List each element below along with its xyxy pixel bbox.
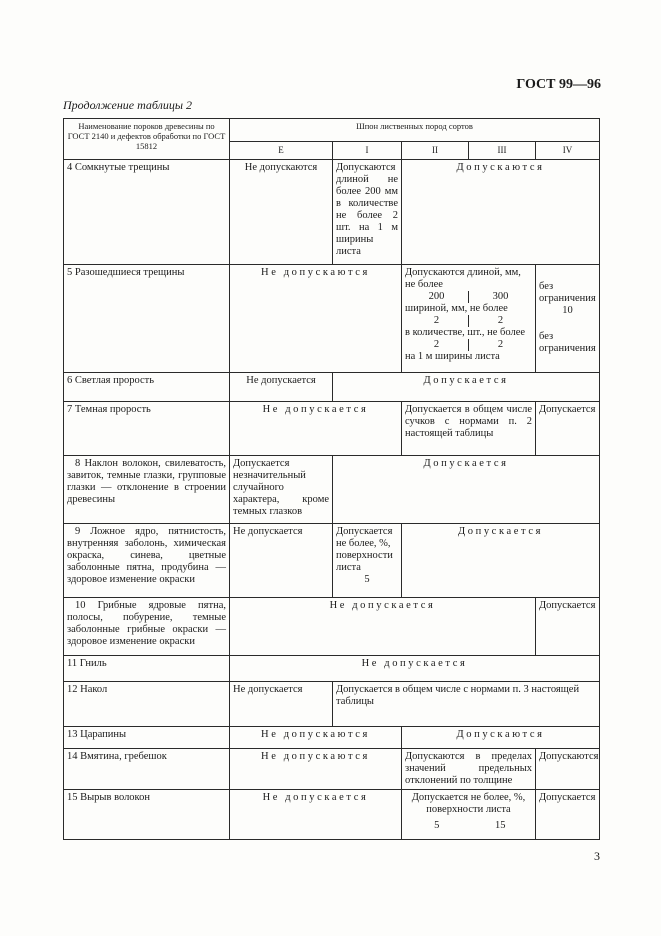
grades-i-iv-cell: Допускается в общем числе с нормами п. 3 настоящей таблицы [333,682,600,727]
grades-ii-iv-cell: Допускаются [402,160,600,265]
count-label: в количестве, шт., не более [405,327,526,338]
grades-e-i-cell: Не допускаются [230,265,402,373]
table-caption: Продолжение таблицы 2 [63,98,193,112]
grade-iv-cell: Допускается [536,598,600,656]
grades-ii-iv-cell: Допускается [402,524,600,598]
grade-iv-cell [536,265,600,373]
length-values [405,291,532,303]
grade-e-cell: Не допускается [230,373,333,402]
width-label: шириной, мм, не более [405,303,508,314]
width-ii: 2 [433,315,440,326]
iv-no-limit: без ограничения [539,281,596,304]
length-label: Допускаются длиной, мм, не более [405,267,521,290]
grade-e-cell: Не допускаются [230,160,333,265]
table-row [64,790,600,840]
grades-i-iv-cell: Допускается [333,456,600,524]
grade-iii-value: 15 [495,820,506,831]
grades-i-iv-cell: Допускается [333,373,600,402]
table-row [64,749,600,790]
veneer-defects-table [63,118,600,840]
grade-ii-value: 5 [434,820,440,831]
grade-i-value: 5 [364,574,370,585]
defect-name: 6 Светлая прорость [64,373,230,402]
defect-name: 14 Вмятина, гребешок [64,749,230,790]
table-row [64,402,600,456]
grade-header-i: I [333,142,402,160]
iv-no-limit: без ограничения [539,331,596,354]
grades-e-iii-cell: Не допускается [230,598,536,656]
page-number: 3 [594,849,600,863]
grades-ii-iii-text: Допускается не более, %, поверхности листа [411,792,526,815]
grade-iv-cell: Допускается [536,402,600,456]
grade-i-cell: Допускаются длиной не более 200 мм в количестве не более 2 шт. на 1 м ширины листа [333,160,402,265]
grades-ii-iii-cell [402,265,536,373]
veneer-grades-header: Шпон лиственных пород сортов [230,119,600,142]
grade-header-iii: III [469,142,536,160]
table-row [64,656,600,682]
grades-ii-iii-cell: Допускаются в пределах значений предельных отклонений по толщине [402,749,536,790]
iv-width-value: 10 [562,305,573,316]
table-row [64,598,600,656]
table-row [64,160,600,265]
grade-e-cell: Не допускается [230,682,333,727]
width-values [405,315,532,327]
table-row [64,682,600,727]
defect-name: 12 Накол [64,682,230,727]
defect-name: 9 Ложное ядро, пятнистость, внутренняя заболонь, химическая окраска, синева, цветные заболонные пятна, продубина — здоровое изменение окраски [64,524,230,598]
table-row [64,456,600,524]
per-width-label: на 1 м ширины листа [405,351,500,362]
grade-header-iv: IV [536,142,600,160]
grade-iv-cell: Допускается [536,790,600,840]
table-header-row [64,119,600,142]
defect-name: 7 Темная прорость [64,402,230,456]
grade-i-text: Допускается не более, %, поверхности листа [336,526,393,573]
table-row [64,265,600,373]
grades-e-i-cell: Не допускаются [230,749,402,790]
grade-e-cell: Не допускается [230,524,333,598]
defect-name: 8 Наклон волокон, свилеватость, завиток, темные глазки, групповые глазки — отклонение в строении древесины [64,456,230,524]
all-grades-cell: Не допускается [230,656,600,682]
defect-name: 4 Сомкнутые трещины [64,160,230,265]
width-iii: 2 [497,315,504,326]
defect-name: 13 Царапины [64,727,230,749]
defect-name: 10 Грибные ядровые пятна, полосы, побурение, темные заболонные грибные окраски — здоровое изменение окраски [64,598,230,656]
table-row [64,727,600,749]
grade-i-cell [333,524,402,598]
grades-e-i-cell: Не допускаются [230,727,402,749]
grade-header-ii: II [402,142,469,160]
grades-e-i-cell: Не допускается [230,790,402,840]
defect-name: 15 Вырыв волокон [64,790,230,840]
defect-name: 5 Разошедшиеся трещины [64,265,230,373]
table-row [64,373,600,402]
grade-header-e: Е [230,142,333,160]
count-values [405,339,532,351]
grades-ii-iii-cell: Допускается в общем числе сучков с нормами п. 2 настоящей таблицы [402,402,536,456]
document-id: ГОСТ 99—96 [516,77,601,92]
count-ii: 2 [433,339,440,350]
grades-ii-iii-cell [402,790,536,840]
count-iii: 2 [497,339,504,350]
grades-ii-iv-cell: Допускаются [402,727,600,749]
grade-e-cell: Допускается незначительный случайного характера, кроме темных глазков [230,456,333,524]
defect-name: 11 Гниль [64,656,230,682]
defect-column-header: Наименование пороков древесины по ГОСТ 2140 и дефектов обработки по ГОСТ 15812 [64,119,230,160]
table-row [64,524,600,598]
length-iii: 300 [492,291,509,302]
grades-ii-iii-values [405,820,532,832]
grades-e-i-cell: Не допускается [230,402,402,456]
grade-iv-cell: Допускаются [536,749,600,790]
length-ii: 200 [428,291,445,302]
